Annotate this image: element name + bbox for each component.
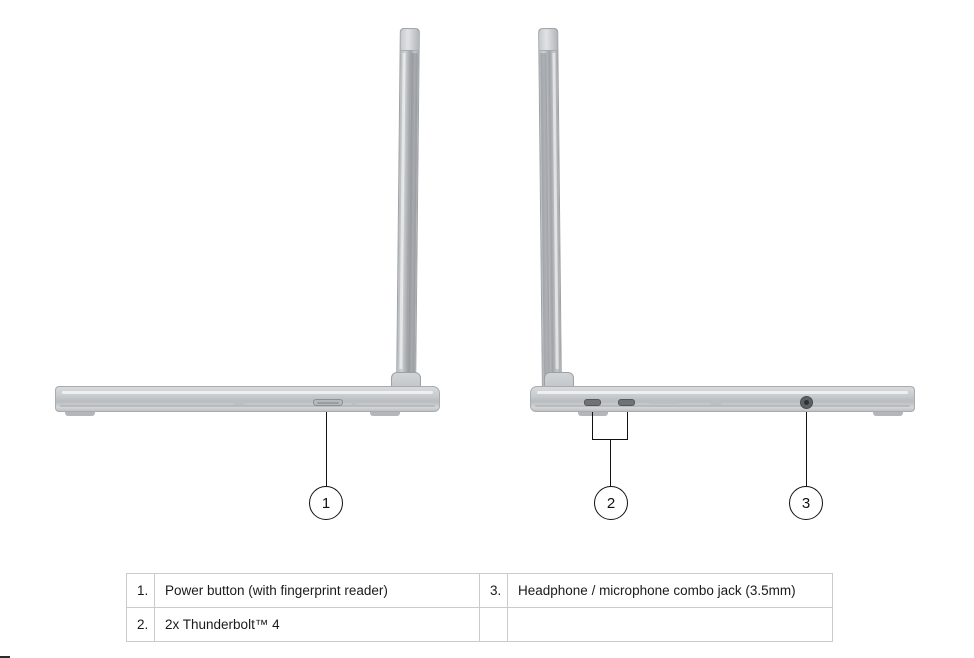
display-lid-left bbox=[396, 28, 420, 396]
lid-top-cap bbox=[401, 29, 419, 51]
legend-number: 1. bbox=[127, 574, 155, 608]
power-button-with-fingerprint-reader bbox=[313, 399, 343, 406]
table-row bbox=[127, 574, 833, 608]
callout-leader-2-left bbox=[592, 412, 593, 440]
callout-marker-2: 2 bbox=[594, 486, 628, 520]
callout-leader-2-stem bbox=[610, 439, 611, 487]
vent-slot-icon bbox=[710, 401, 722, 405]
display-lid-right bbox=[538, 28, 562, 396]
chassis-highlight bbox=[537, 391, 908, 394]
chassis-shadow-line bbox=[60, 405, 435, 407]
legend-label: Headphone / microphone combo jack (3.5mm) bbox=[508, 574, 833, 608]
lid-edge-shadow bbox=[540, 53, 550, 395]
legend-table bbox=[126, 573, 833, 642]
lid-edge-highlight bbox=[399, 53, 405, 369]
callout-leader-3 bbox=[806, 412, 807, 487]
lid-top-cap bbox=[539, 29, 557, 51]
headphone-microphone-combo-jack bbox=[800, 396, 813, 409]
legend-label: Power button (with fingerprint reader) bbox=[155, 574, 480, 608]
legend-number: 2. bbox=[127, 608, 155, 642]
thunderbolt-port-2 bbox=[618, 399, 635, 406]
laptop-right-side-view bbox=[530, 14, 915, 424]
lid-edge-highlight bbox=[552, 53, 558, 369]
legend-number bbox=[480, 608, 508, 642]
chassis-foot bbox=[65, 412, 95, 416]
legend-number: 3. bbox=[480, 574, 508, 608]
table-row bbox=[127, 608, 833, 642]
callout-leader-1 bbox=[326, 412, 327, 487]
chassis-foot bbox=[873, 412, 903, 416]
chassis-highlight bbox=[62, 391, 433, 394]
vent-slot-icon bbox=[233, 401, 245, 405]
chassis-base-left bbox=[55, 386, 440, 412]
thunderbolt-port-1 bbox=[584, 399, 601, 406]
callout-marker-1: 1 bbox=[309, 486, 343, 520]
callout-marker-3: 3 bbox=[789, 486, 823, 520]
vent-slot-icon bbox=[650, 401, 678, 404]
chassis-foot bbox=[370, 412, 400, 416]
legend-label: 2x Thunderbolt™ 4 bbox=[155, 608, 480, 642]
callout-leader-2-right bbox=[627, 412, 628, 440]
lid-edge-shadow bbox=[408, 53, 418, 395]
vent-slot-icon bbox=[351, 401, 357, 405]
laptop-left-side-view bbox=[55, 14, 440, 424]
legend-label bbox=[508, 608, 833, 642]
